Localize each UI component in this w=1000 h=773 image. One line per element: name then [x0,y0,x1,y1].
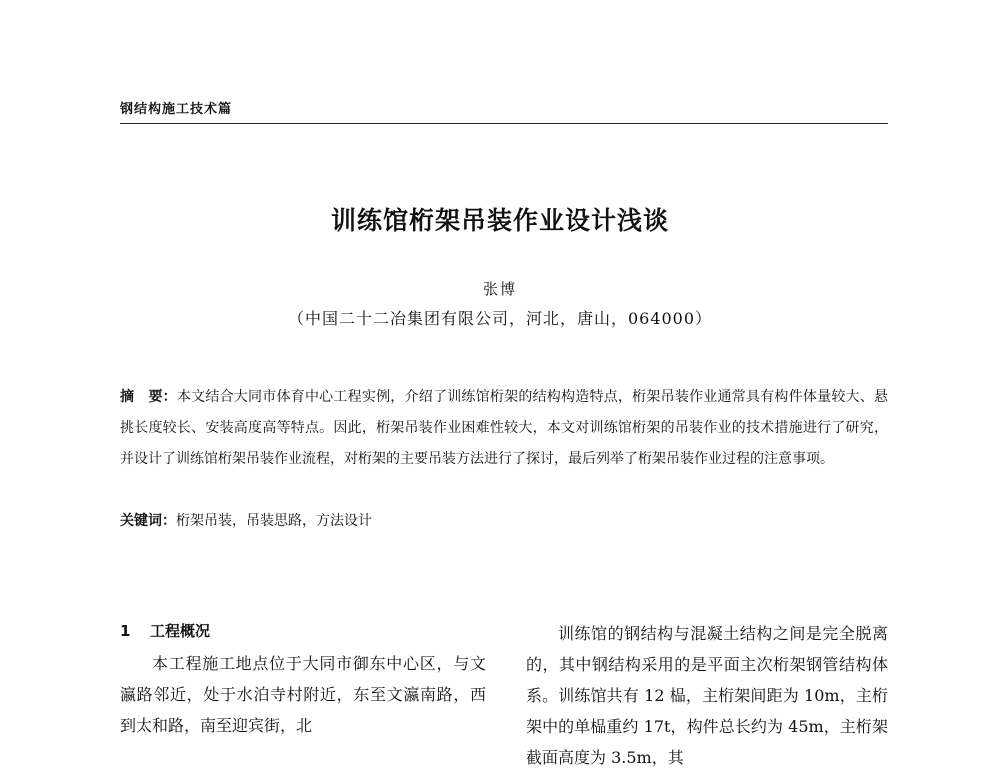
abstract-label: 摘 要： [120,389,177,405]
section-title: 工程概况 [150,622,211,640]
right-column-paragraph: 训练馆的钢结构与混凝土结构之间是完全脱离的，其中钢结构采用的是平面主次桁架钢管结构体系。训练馆共有 12 榀，主桁架间距为 10m，主桁架中的单榀重约 17t，构件总长约为 45m，主桁架截面高度为 3.5m，其 [526,624,888,767]
author-affiliation: （中国二十二冶集团有限公司，河北，唐山，064000） [287,309,713,328]
keywords-label: 关键词： [120,513,176,529]
keywords [120,509,888,533]
right-column [526,618,888,773]
section-number: 1 [120,622,131,640]
left-column [120,620,486,741]
keywords-text: 桁架吊装，吊装思路，方法设计 [176,513,372,529]
abstract-text: 本文结合大同市体育中心工程实例，介绍了训练馆桁架的结构构造特点，桁架吊装作业通常具有构件体量较大、悬挑长度较长、安装高度高等特点。因此，桁架吊装作业困难性较大，本文对训练馆桁架的吊装作业的技术措施进行了研究，并设计了训练馆桁架吊装作业流程，对桁架的主要吊装方法进行了探讨，最后列举了桁架吊装作业过程的注意事项。 [120,389,888,467]
article-title: 训练馆桁架吊装作业设计浅谈 [330,206,669,235]
running-head: 钢结构施工技术篇 [120,102,233,117]
abstract [120,382,888,475]
author-name: 张博 [482,280,517,298]
left-column-paragraph: 本工程施工地点位于大同市御东中心区，与文瀛路邻近，处于水泊寺村附近，东至文瀛南路，西到太和路，南至迎宾街，北 [120,654,486,735]
section-heading [120,620,486,642]
header-rule [120,123,888,124]
